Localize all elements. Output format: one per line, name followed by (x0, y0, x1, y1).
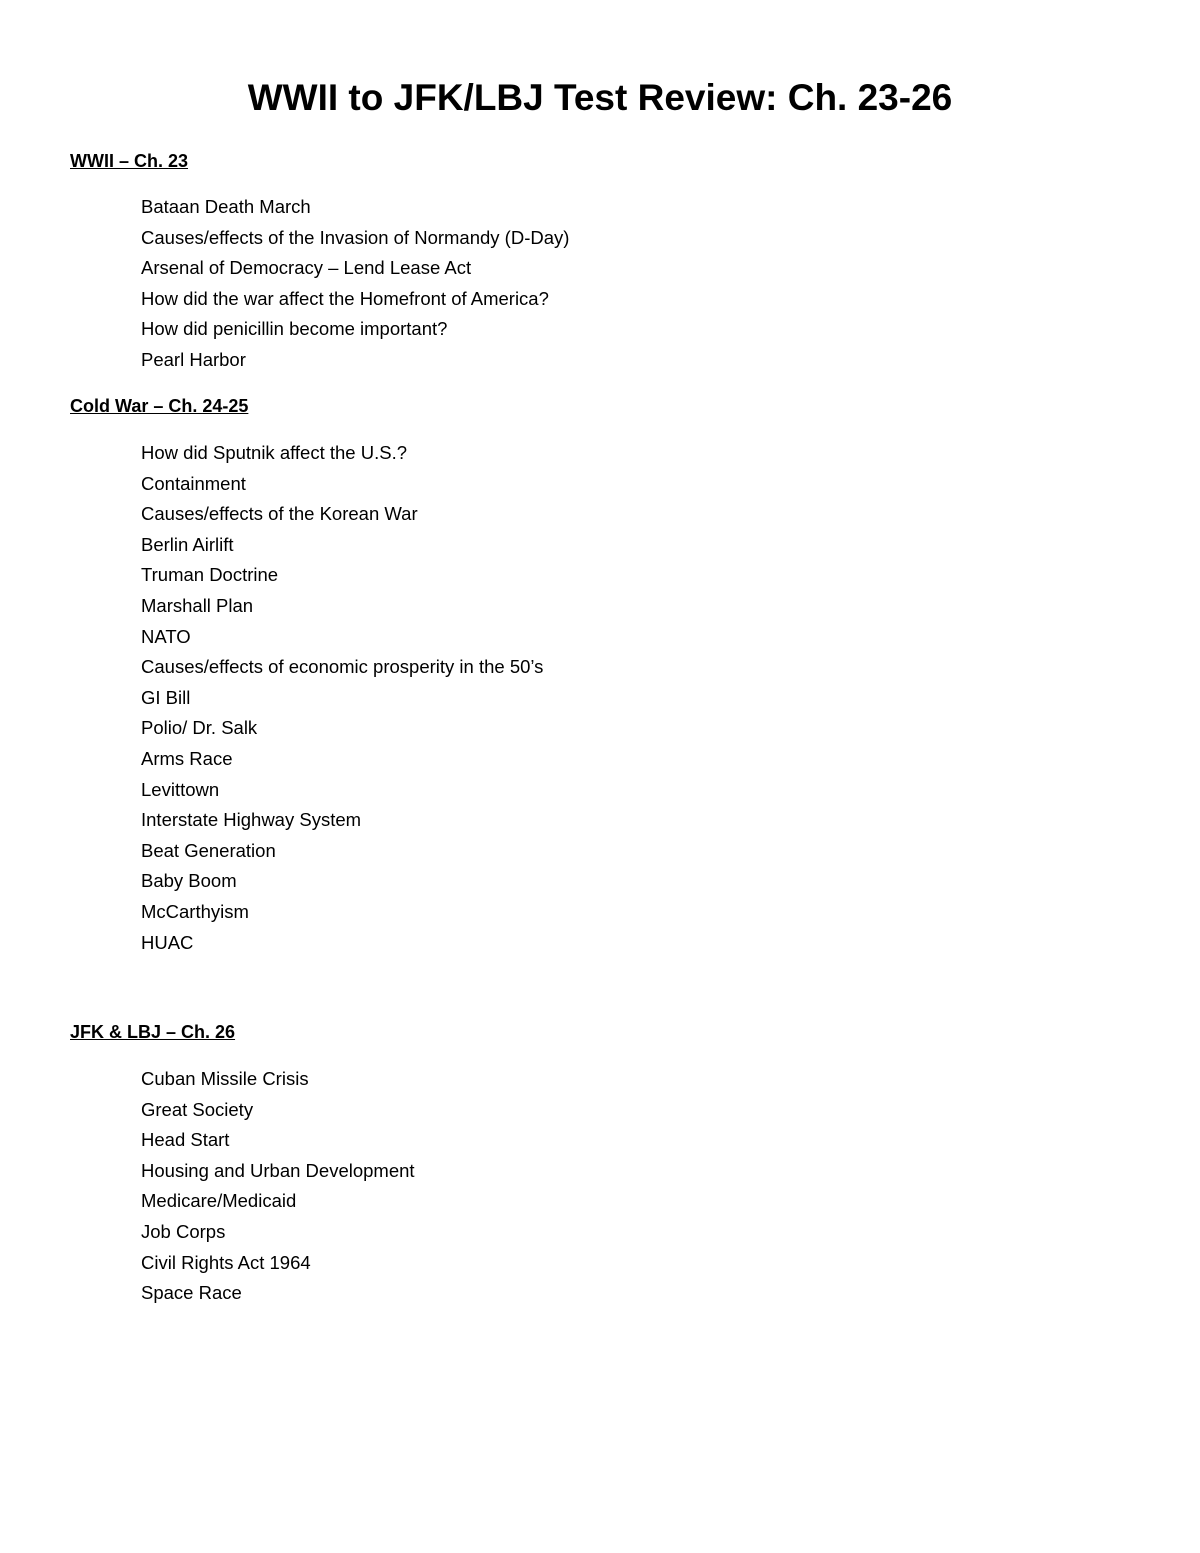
list-item-text: How did Sputnik affect the U.S.? (141, 442, 408, 463)
list-item-text: Cuban Missile Crisis (141, 1068, 309, 1089)
list-item-text: McCarthyism (141, 900, 249, 922)
section-heading-wwii: WWII – Ch. 23 (70, 151, 189, 171)
list-item-text: Arsenal of Democracy – Lend Lease Act (141, 257, 472, 279)
list-item-text: How did penicillin become important? (141, 318, 448, 340)
list-item-text: Beat Generation (141, 839, 276, 861)
list-item-text: How did the war affect the Homefront of America? (141, 287, 549, 309)
list-item-text: Space Race (141, 1282, 242, 1304)
list-item-text: HUAC (141, 931, 194, 953)
list-item-text: Housing and Urban Development (141, 1159, 415, 1181)
list-item-text: Causes/effects of the Korean War (141, 503, 418, 525)
list-item-text: Containment (141, 472, 246, 494)
list-item-text: Arms Race (141, 747, 233, 769)
list-item-text: Pearl Harbor (141, 348, 246, 370)
list-item-text: Job Corps (141, 1220, 226, 1242)
list-item-text: Polio/ Dr. Salk (141, 717, 258, 739)
list-item-text: Truman Doctrine (141, 564, 279, 586)
list-item-text: Levittown (141, 778, 220, 800)
list-item-text: Great Society (141, 1098, 254, 1120)
list-item-text: Bataan Death March (141, 196, 311, 217)
list-item-text: Medicare/Medicaid (141, 1190, 297, 1212)
section-heading-cold-war: Cold War – Ch. 24-25 (70, 396, 249, 416)
list-item-text: Marshall Plan (141, 594, 254, 616)
list-item-text: GI Bill (141, 686, 191, 708)
list-item-text: Civil Rights Act 1964 (141, 1251, 311, 1273)
section-heading-jfk-lbj: JFK & LBJ – Ch. 26 (70, 1022, 236, 1042)
list-item-text: NATO (141, 625, 191, 647)
list-item-text: Baby Boom (141, 870, 237, 892)
document-title: WWII to JFK/LBJ Test Review: Ch. 23-26 (247, 77, 953, 118)
list-item-text: Causes/effects of economic prosperity in the 50’s (141, 656, 544, 678)
list-item-text: Interstate Highway System (141, 809, 362, 831)
list-item-text: Berlin Airlift (141, 533, 234, 555)
list-item-text: Causes/effects of the Invasion of Normandy (D-Day) (141, 226, 570, 248)
list-item-text: Head Start (141, 1129, 230, 1151)
